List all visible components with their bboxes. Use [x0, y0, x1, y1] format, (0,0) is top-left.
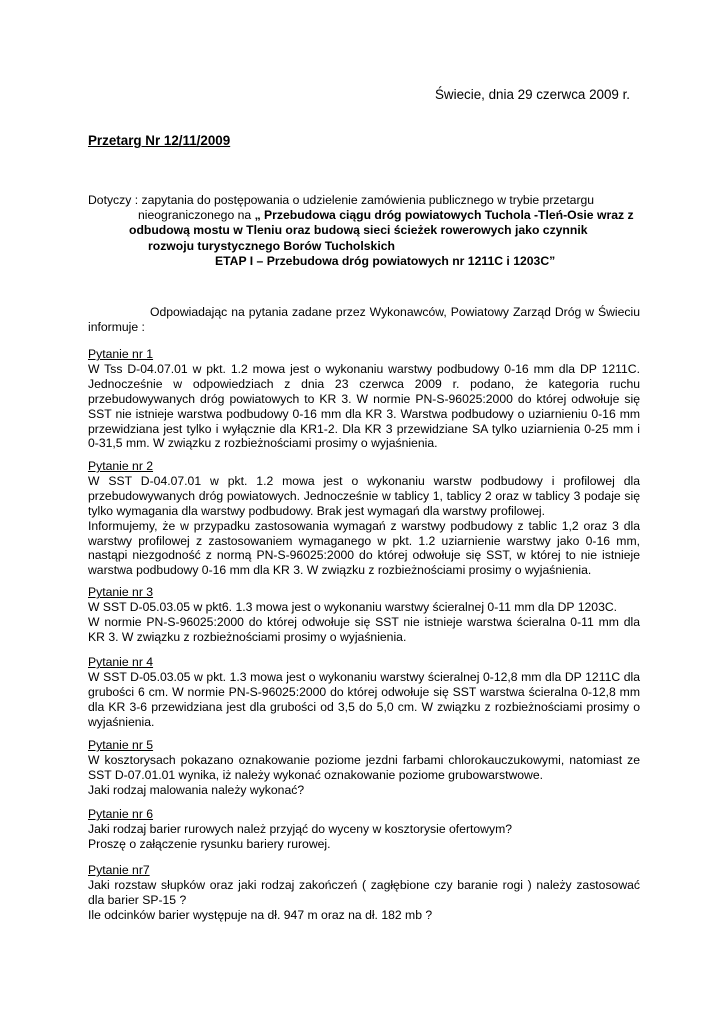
question-1-line: SST nie istnieje warstwa podbudowy 0-16 mm dla KR 3. Warstwa podbudowy o uziarnieniu 0-16 mm — [88, 406, 640, 421]
question-5 — [88, 738, 640, 798]
question-2-line: tylko wymagania dla warstwy podbudowy. Brak jest wymagań dla warstwy profilowej. — [88, 503, 545, 518]
subject-block — [88, 193, 648, 269]
question-1-line: W Tss D-04.07.01 w pkt. 1.2 mowa jest o wykonaniu warstwy podbudowy 0-16 mm dla DP 1211C. — [88, 361, 640, 376]
question-2 — [88, 459, 640, 578]
question-5-line: SST D-07.01.01 wynika, iż należy wykonać oznakowanie poziome grubowarstwowe. — [88, 767, 544, 782]
question-6-heading: Pytanie nr 6 — [88, 807, 154, 821]
question-3-line: KR 3. W związku z rozbieżnościami prosimy o wyjaśnienia. — [88, 629, 407, 644]
intro-text: Odpowiadając na pytania zadane przez Wykonawców, Powiatowy Zarząd Dróg w Świeciu informuje : — [88, 305, 640, 334]
question-3-heading: Pytanie nr 3 — [88, 585, 154, 599]
question-5-heading: Pytanie nr 5 — [88, 738, 154, 752]
question-1-line: przewidziana jest tylko i wyłącznie dla KR1-2. Dla KR 3 przewidziane SA tylko uziarnienia 0-25 mm i — [88, 421, 640, 436]
question-2-line: nastąpi niezgodność z normą PN-S-96025:2000 do której odwołuje się SST, w której to nie istnieje — [88, 548, 640, 563]
question-4-heading: Pytanie nr 4 — [88, 655, 154, 669]
question-7-line: Ile odcinków barier występuje na dł. 947 m oraz na dł. 182 mb ? — [88, 907, 433, 922]
question-4-line: wyjaśnienia. — [88, 714, 155, 729]
subject-line-2-bold: „ Przebudowa ciągu dróg powiatowych Tuchola -Tleń-Osie wraz z — [254, 208, 634, 223]
question-4-line: W SST D-05.03.05 w pkt. 1.3 mowa jest o wykonaniu warstwy ścieralnej 0-12,8 mm dla DP 1211C dla — [88, 669, 640, 684]
subject-line-3: odbudową mostu w Tleniu oraz budową sieci ścieżek rowerowych jako czynnik — [129, 223, 588, 238]
question-1-line: 0-31,5 mm. W związku z rozbieżnościami prosimy o wyjaśnienia. — [88, 436, 438, 451]
question-5-line: Jaki rodzaj malowania należy wykonać? — [88, 782, 305, 797]
subject-line-4: rozwoju turystycznego Borów Tucholskich — [148, 238, 395, 253]
question-6-line: Jaki rodzaj barier rurowych należ przyjąć do wyceny w kosztorysie ofertowym? — [88, 821, 513, 836]
question-2-line: Informujemy, że w przypadku zastosowania wymagań z warstwy podbudowy z tablic 1,2 oraz 3 dla — [88, 518, 640, 533]
question-6 — [88, 807, 640, 852]
question-4 — [88, 655, 640, 730]
question-3-line: W SST D-05.03.05 w pkt6. 1.3 mowa jest o wykonaniu warstwy ścieralnej 0-11 mm dla DP 1203C. — [88, 599, 618, 614]
question-7-line: dla barier SP-15 ? — [88, 892, 187, 907]
question-4-line: dla KR 3-6 przewidziana jest dla grubości od 3,5 do 5,0 cm. W związku z rozbieżnościami prosimy o — [88, 699, 640, 714]
subject-line-2 — [138, 208, 698, 223]
subject-line-5: ETAP I – Przebudowa dróg powiatowych nr 1211C i 1203C” — [215, 253, 556, 268]
question-2-heading: Pytanie nr 2 — [88, 459, 154, 473]
question-7 — [88, 863, 640, 923]
question-4-line: grubości 6 cm. W normie PN-S-96025:2000 do której odwołuje się SST warstwa ścieralna 0-12,8 mm — [88, 684, 640, 699]
question-2-line: warstwy profilowej z zastosowaniem wymaganego w pkt. 1.2 uziarnienie warstwy jako 0-16 mm, — [88, 533, 640, 548]
question-2-line: przebudowywanych dróg powiatowych. Jednocześnie w tablicy 1, tablicy 2 oraz w tablicy 3 podaje się — [88, 488, 640, 503]
question-1-heading: Pytanie nr 1 — [88, 347, 154, 361]
question-1-line: Jednocześnie w odpowiedziach z dnia 23 czerwca 2009 r. podano, że kategoria ruchu — [88, 376, 640, 391]
question-3 — [88, 585, 640, 645]
subject-line-2-plain: nieograniczonego na — [138, 208, 255, 223]
subject-line-1: Dotyczy : zapytania do postępowania o udzielenie zamówienia publicznego w trybie przetargu — [88, 193, 595, 207]
question-6-line: Proszę o załączenie rysunku bariery rurowej. — [88, 836, 331, 851]
intro-paragraph — [88, 305, 640, 335]
question-1 — [88, 347, 640, 451]
question-2-line: warstwa podbudowy 0-16 mm dla KR 3. W związku z rozbieżnościami prosimy o wyjaśnienia. — [88, 563, 592, 578]
date-line: Świecie, dnia 29 czerwca 2009 r. — [435, 87, 631, 102]
tender-title: Przetarg Nr 12/11/2009 — [88, 133, 231, 148]
question-2-line: W SST D-04.07.01 w pkt. 1.2 mowa jest o wykonaniu warstw podbudowy i profilowej dla — [88, 473, 640, 488]
question-5-line: W kosztorysach pokazano oznakowanie poziome jezdni farbami chlorokauczukowymi, natomiast ze — [88, 752, 640, 767]
question-1-line: przebudowywanych dróg powiatowych to KR 3. W normie PN-S-96025:2000 do której odwołuje się — [88, 391, 640, 406]
question-7-heading: Pytanie nr7 — [88, 863, 150, 877]
question-7-line: Jaki rozstaw słupków oraz jaki rodzaj zakończeń ( zagłębione czy baranie rogi ) należy zastosować — [88, 877, 640, 892]
question-3-line: W normie PN-S-96025:2000 do której odwołuje się SST nie istnieje warstwa ścieralna 0-11 mm dla — [88, 614, 640, 629]
